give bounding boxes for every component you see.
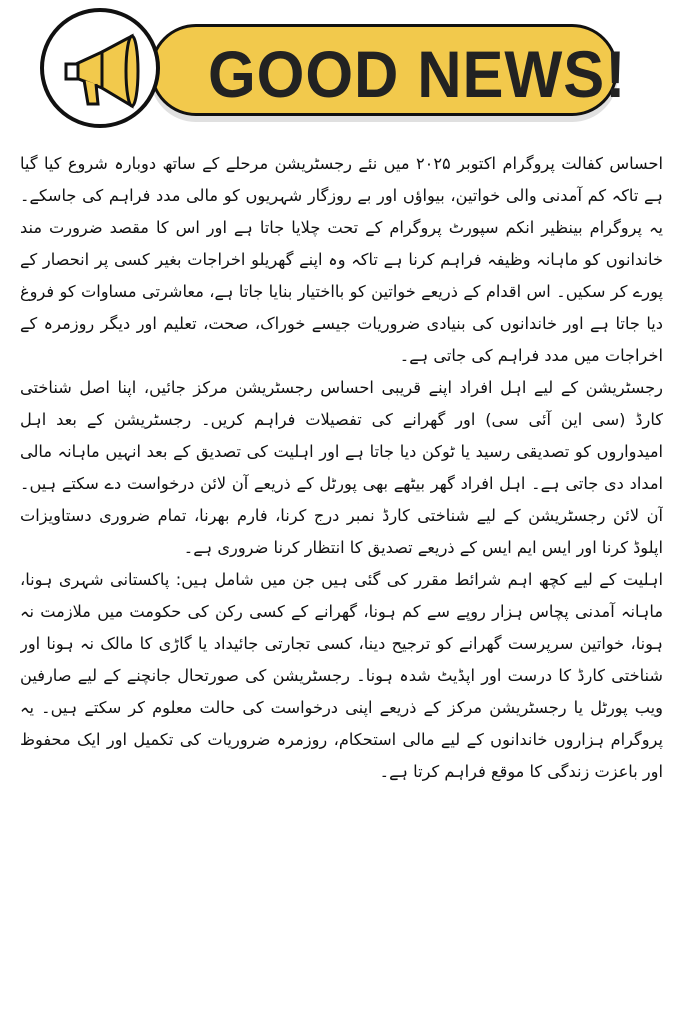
- article-paragraph: رجسٹریشن کے لیے اہل افراد اپنے قریبی احساس رجسٹریشن مرکز جائیں، اپنا اصل شناختی کارڈ (سی این آئی سی) اور گھرانے کی تفصیلات فراہم کریں۔ رجسٹریشن کے بعد اہل امیدواروں کو تصدیقی رسید یا ٹوکن دیا جاتا ہے اور اہلیت کی تصدیق کے بعد انہیں ماہانہ مالی امداد دی جاتی ہے۔ اہل افراد گھر بیٹھے بھی پورٹل کے ذریعے آن لائن درخواست دے سکتے ہیں۔ آن لائن رجسٹریشن کے لیے شناختی کارڈ نمبر درج کرنا، فارم بھرنا، تمام ضروری دستاویزات اپلوڈ کرنا اور ایس ایم ایس کے ذریعے تصدیق کا انتظار کرنا ضروری ہے۔: [20, 378, 663, 557]
- article-paragraph: اہلیت کے لیے کچھ اہم شرائط مقرر کی گئی ہیں جن میں شامل ہیں: پاکستانی شہری ہونا، ماہانہ آمدنی پچاس ہزار روپے سے کم ہونا، گھرانے کے کسی رکن کی حکومت میں ملازمت نہ ہونا، خواتین سرپرست گھرانے کو ترجیح دینا، کسی تجارتی جائیداد یا گاڑی کا مالک نہ ہونا اور شناختی کارڈ کا درست اور اپڈیٹ شدہ ہونا۔ رجسٹریشن کی صورتحال جانچنے کے لیے صارفین ویب پورٹل یا رجسٹریشن مرکز کے ذریعے اپنی درخواست کی حالت معلوم کر سکتے ہیں۔ یہ پروگرام ہزاروں خاندانوں کے لیے مالی استحکام، روزمرہ ضروریات کی تکمیل اور ایک محفوظ اور باعزت زندگی کا موقع فراہم کرتا ہے۔: [20, 570, 663, 781]
- article-body: [20, 148, 663, 1020]
- megaphone-badge: [40, 8, 160, 128]
- banner-title: GOOD NEWS!: [208, 37, 627, 111]
- megaphone-icon: [54, 24, 150, 120]
- article-paragraph: احساس کفالت پروگرام اکتوبر ۲۰۲۵ میں نئے رجسٹریشن مرحلے کے ساتھ دوبارہ شروع کیا گیا ہے تاکہ کم آمدنی والی خواتین، بیواؤں اور بے روزگار شہریوں کو مالی مدد فراہم کی جاسکے۔ یہ پروگرام بینظیر انکم سپورٹ پروگرام کے تحت چلایا جاتا ہے اور اس کا مقصد ضرورت مند خاندانوں کو ماہانہ وظیفہ فراہم کرنا ہے تاکہ وہ اپنے گھریلو اخراجات بغیر کسی پر انحصار کے پورے کر سکیں۔ اس اقدام کے ذریعے خواتین کو بااختیار بنایا جاتا ہے، معاشرتی مساوات کو فروغ دیا جاتا ہے اور خاندانوں کی بنیادی ضروریات جیسے خوراک، صحت، تعلیم اور دیگر روزمرہ کے اخراجات میں مدد فراہم کی جاتی ہے۔: [20, 154, 663, 365]
- good-news-banner: [0, 0, 683, 140]
